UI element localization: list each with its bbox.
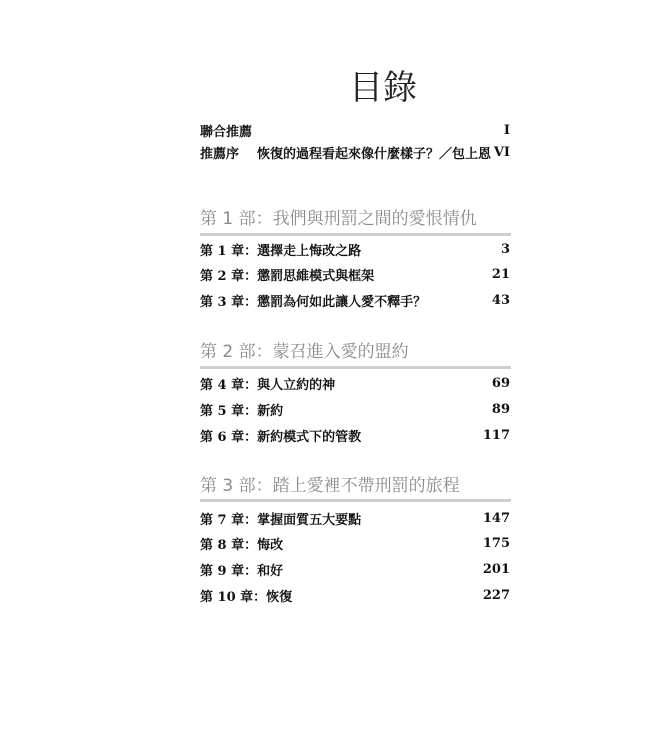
entry-page: 69: [491, 375, 510, 391]
toc-entry: [200, 239, 510, 259]
entry-label: 第 10 章：恢復: [200, 589, 293, 605]
entry-page: 117: [482, 427, 510, 443]
toc-entry: [200, 290, 510, 310]
entry-page: 43: [491, 292, 510, 308]
entry-label: 第 4 章：與人立約的神: [200, 377, 336, 393]
toc-entry: [200, 142, 510, 162]
part-heading: 第 2 部：蒙召進入愛的盟約: [200, 342, 409, 362]
entry-page: 21: [491, 266, 510, 282]
part-heading: 第 1 部：我們與刑罰之間的愛恨情仇: [200, 209, 477, 229]
entry-prefix: 推薦序: [200, 146, 240, 162]
toc-entry: [200, 373, 510, 393]
entry-label: 第 9 章：和好: [200, 563, 284, 579]
part-heading: 第 3 部：踏上愛裡不帶刑罰的旅程: [200, 476, 460, 496]
toc-entry: [200, 425, 510, 445]
entry-page: 175: [482, 535, 510, 551]
entry-label: 第 3 章：懲罰為何如此讓人愛不釋手？: [200, 294, 427, 310]
entry-page: I: [503, 122, 510, 138]
entry-page: 201: [482, 561, 510, 577]
entry-label: 第 2 章：懲罰思維模式與框架: [200, 268, 375, 284]
entry-page: VI: [493, 144, 510, 160]
divider: [200, 499, 511, 502]
toc-entry: [200, 264, 510, 284]
divider: [200, 366, 511, 369]
entry-label: 第 6 章：新約模式下的管教: [200, 429, 362, 445]
toc-entry: [200, 508, 510, 528]
toc-entry: [200, 585, 510, 605]
toc-entry: [200, 559, 510, 579]
entry-page: 147: [482, 510, 510, 526]
toc-entry: [200, 533, 510, 553]
entry-page: 3: [500, 241, 510, 257]
entry-label: 聯合推薦: [200, 124, 253, 140]
toc-entry: [200, 120, 510, 140]
entry-label: 第 5 章：新約: [200, 403, 284, 419]
entry-page: 89: [491, 401, 510, 417]
entry-page: 227: [482, 587, 510, 603]
divider: [200, 233, 511, 236]
toc-entry: [200, 399, 510, 419]
page-title: 目錄: [349, 68, 417, 108]
entry-label: 第 1 章：選擇走上悔改之路: [200, 243, 362, 259]
entry-label: 恢復的過程看起來像什麼樣子？／包上恩: [257, 146, 492, 162]
entry-label: 第 8 章：悔改: [200, 537, 284, 553]
entry-label: 第 7 章：掌握面質五大要點: [200, 512, 362, 528]
